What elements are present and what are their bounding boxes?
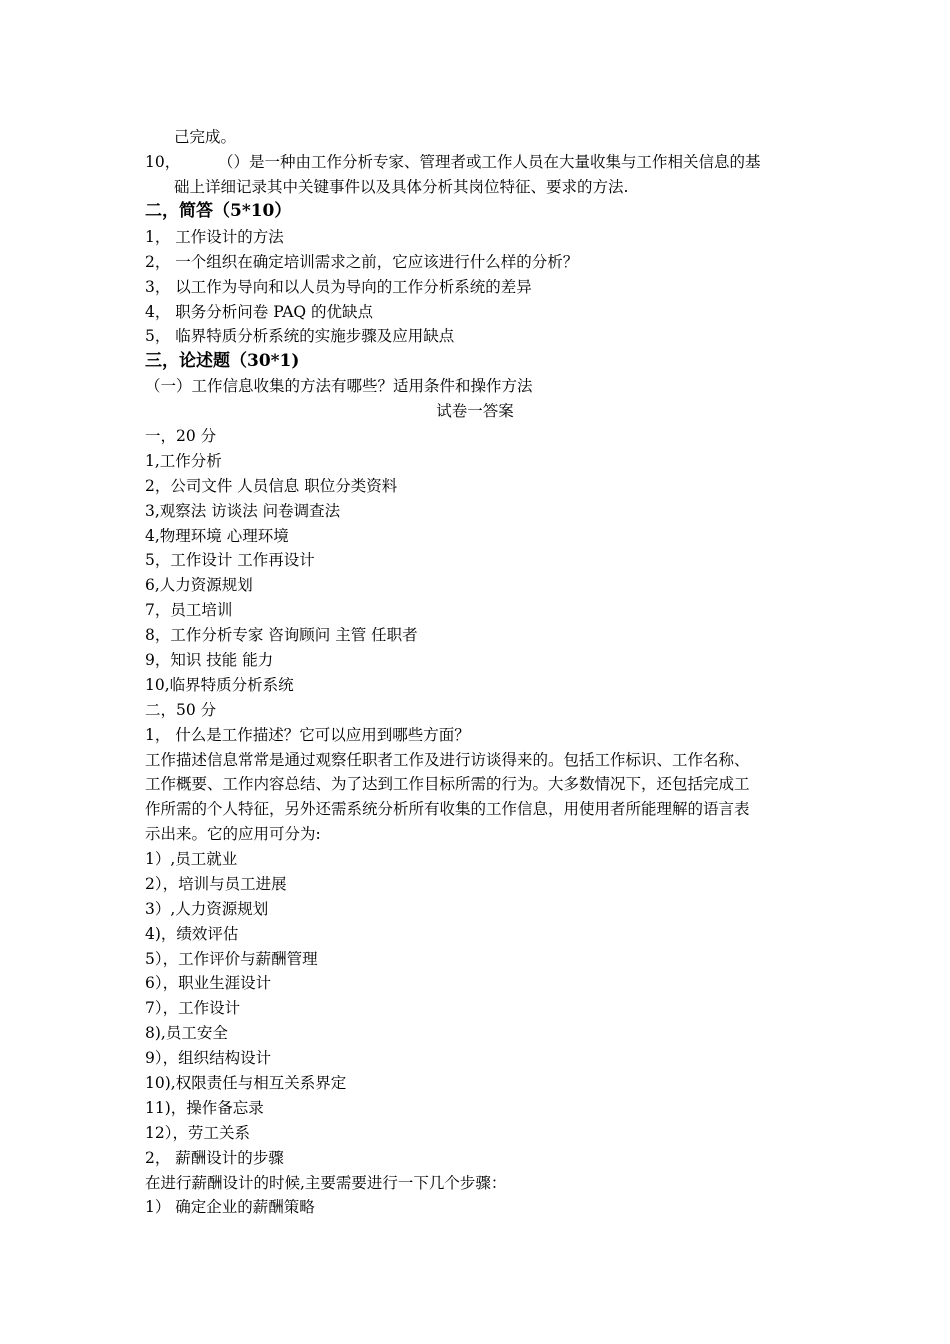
short-answer-item: 4， 职务分析问卷 PAQ 的优缺点 — [145, 303, 374, 321]
answer-paragraph-line: 工作描述信息常常是通过观察任职者工作及进行访谈得来的。包括工作标识、工作名称、 — [145, 751, 750, 769]
section-3-heading: 三，论述题（30*1) — [145, 351, 300, 371]
answer-item: 2，公司文件 人员信息 职位分类资料 — [145, 477, 398, 495]
answers-part-2-heading: 二，50 分 — [145, 701, 217, 719]
answer-item: 9，知识 技能 能力 — [145, 651, 274, 669]
question-10-line-2: 础上详细记录其中关键事件以及具体分析其岗位特征、要求的方法. — [174, 178, 629, 196]
short-answer-item: 5， 临界特质分析系统的实施步骤及应用缺点 — [145, 327, 455, 345]
application-item: 5），工作评价与薪酬管理 — [145, 950, 318, 968]
application-item: 4)，绩效评估 — [145, 925, 239, 943]
answer-q2-intro: 在进行薪酬设计的时候,主要需要进行一下几个步骤： — [145, 1174, 507, 1192]
short-answer-item: 1， 工作设计的方法 — [145, 228, 284, 246]
answers-part-1-heading: 一，20 分 — [145, 427, 217, 445]
section-2-heading: 二，简答（5*10） — [145, 201, 292, 221]
short-answer-item: 3， 以工作为导向和以人员为导向的工作分析系统的差异 — [145, 278, 532, 296]
answer-paragraph-line: 作所需的个人特征，另外还需系统分析所有收集的工作信息，用使用者所能理解的语言表 — [145, 800, 750, 818]
application-item: 1）,员工就业 — [145, 850, 238, 868]
answer-question-2: 2， 薪酬设计的步骤 — [145, 1149, 284, 1167]
answer-item: 7，员工培训 — [145, 601, 233, 619]
application-item: 11)，操作备忘录 — [145, 1099, 264, 1117]
application-item: 6），职业生涯设计 — [145, 974, 272, 992]
answer-item: 10,临界特质分析系统 — [145, 676, 294, 694]
answer-paragraph-line: 工作概要、工作内容总结、为了达到工作目标所需的行为。大多数情况下，还包括完成工 — [145, 775, 750, 793]
application-item: 9），组织结构设计 — [145, 1049, 272, 1067]
application-item: 2），培训与员工进展 — [145, 875, 287, 893]
essay-item: （一）工作信息收集的方法有哪些？适用条件和操作方法 — [145, 377, 533, 395]
answer-item: 3,观察法 访谈法 问卷调查法 — [145, 502, 341, 520]
application-item: 10),权限责任与相互关系界定 — [145, 1074, 347, 1092]
answer-item: 1,工作分析 — [145, 452, 222, 470]
answer-item: 6,人力资源规划 — [145, 576, 253, 594]
answer-question-1: 1， 什么是工作描述？它可以应用到哪些方面？ — [145, 726, 470, 744]
application-item: 3）,人力资源规划 — [145, 900, 269, 918]
answer-q2-step: 1） 确定企业的薪酬策略 — [145, 1198, 315, 1216]
application-item: 12），劳工关系 — [145, 1124, 250, 1142]
answer-item: 5，工作设计 工作再设计 — [145, 551, 315, 569]
short-answer-item: 2， 一个组织在确定培训需求之前，它应该进行什么样的分析？ — [145, 253, 579, 271]
answers-title: 试卷一答案 — [436, 402, 514, 420]
application-item: 8),员工安全 — [145, 1024, 228, 1042]
application-item: 7），工作设计 — [145, 999, 241, 1017]
continued-text: 己完成。 — [174, 128, 237, 146]
answer-item: 8，工作分析专家 咨询顾问 主管 任职者 — [145, 626, 418, 644]
answer-paragraph-line: 示出来。它的应用可分为: — [145, 825, 321, 843]
question-10-number: 10， — [145, 153, 181, 171]
answer-item: 4,物理环境 心理环境 — [145, 527, 289, 545]
question-10-line-1: （）是一种由工作分析专家、管理者或工作人员在大量收集与工作相关信息的基 — [218, 153, 761, 171]
